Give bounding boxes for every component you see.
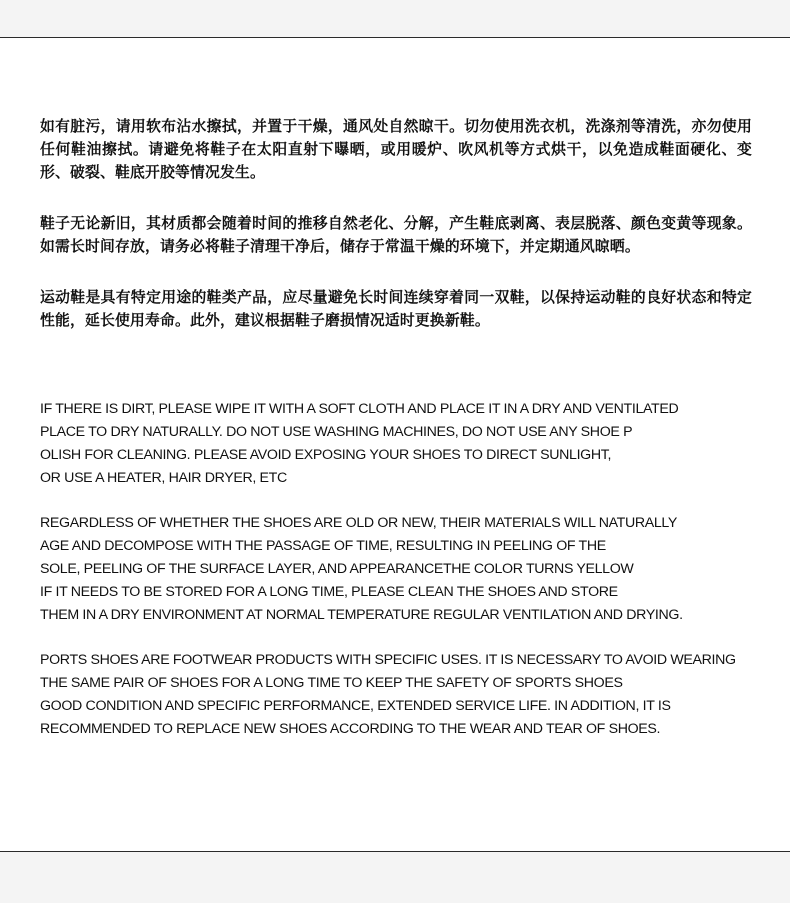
cn-paragraph-usage: 运动鞋是具有特定用途的鞋类产品，应尽量避免长时间连续穿着同一双鞋，以保持运动鞋的良好状态和特定性能，延长使用寿命。此外，建议根据鞋子磨损情况适时更换新鞋。	[40, 289, 752, 329]
en-line: IF THERE IS DIRT, PLEASE WIPE IT WITH A SOFT CLOTH AND PLACE IT IN A DRY AND VENTILATED	[40, 401, 679, 417]
en-line: IF IT NEEDS TO BE STORED FOR A LONG TIME, PLEASE CLEAN THE SHOES AND STORE	[40, 584, 618, 600]
en-line: AGE AND DECOMPOSE WITH THE PASSAGE OF TIME, RESULTING IN PEELING OF THE	[40, 538, 606, 554]
en-line: OR USE A HEATER, HAIR DRYER, ETC	[40, 470, 287, 486]
en-paragraph-usage	[40, 649, 752, 741]
bottom-band	[0, 851, 790, 903]
en-line: OLISH FOR CLEANING. PLEASE AVOID EXPOSING YOUR SHOES TO DIRECT SUNLIGHT,	[40, 447, 612, 463]
en-line: THE SAME PAIR OF SHOES FOR A LONG TIME TO KEEP THE SAFETY OF SPORTS SHOES	[40, 675, 623, 691]
en-line: THEM IN A DRY ENVIRONMENT AT NORMAL TEMPERATURE REGULAR VENTILATION AND DRYING.	[40, 607, 683, 623]
en-line: RECOMMENDED TO REPLACE NEW SHOES ACCORDING TO THE WEAR AND TEAR OF SHOES.	[40, 721, 661, 737]
cn-paragraph-cleaning: 如有脏污，请用软布沾水擦拭，并置于干燥，通风处自然晾干。切勿使用洗衣机，洗涤剂等清洗，亦勿使用任何鞋油擦拭。请避免将鞋子在太阳直射下曝晒，或用暖炉、吹风机等方式烘干，以免造成鞋面硬化、变形、破裂、鞋底开胶等情况发生。	[40, 118, 752, 181]
en-line: SOLE, PEELING OF THE SURFACE LAYER, AND APPEARANCETHE COLOR TURNS YELLOW	[40, 561, 634, 577]
en-paragraph-aging	[40, 512, 752, 627]
en-line: GOOD CONDITION AND SPECIFIC PERFORMANCE, EXTENDED SERVICE LIFE. IN ADDITION, IT IS	[40, 698, 671, 714]
cn-paragraph-aging: 鞋子无论新旧，其材质都会随着时间的推移自然老化、分解，产生鞋底剥离、表层脱落、颜色变黄等现象。如需长时间存放，请务必将鞋子清理干净后，储存于常温干燥的环境下，并定期通风晾晒。	[40, 215, 752, 255]
en-line: REGARDLESS OF WHETHER THE SHOES ARE OLD OR NEW, THEIR MATERIALS WILL NATURALLY	[40, 515, 678, 531]
en-paragraph-cleaning	[40, 398, 752, 490]
care-notes	[40, 115, 752, 763]
english-care-notes	[40, 398, 752, 741]
en-line: PLACE TO DRY NATURALLY. DO NOT USE WASHING MACHINES, DO NOT USE ANY SHOE P	[40, 424, 633, 440]
top-band	[0, 0, 790, 38]
chinese-care-notes	[40, 115, 752, 332]
en-line: PORTS SHOES ARE FOOTWEAR PRODUCTS WITH SPECIFIC USES. IT IS NECESSARY TO AVOID WEARING	[40, 652, 736, 668]
